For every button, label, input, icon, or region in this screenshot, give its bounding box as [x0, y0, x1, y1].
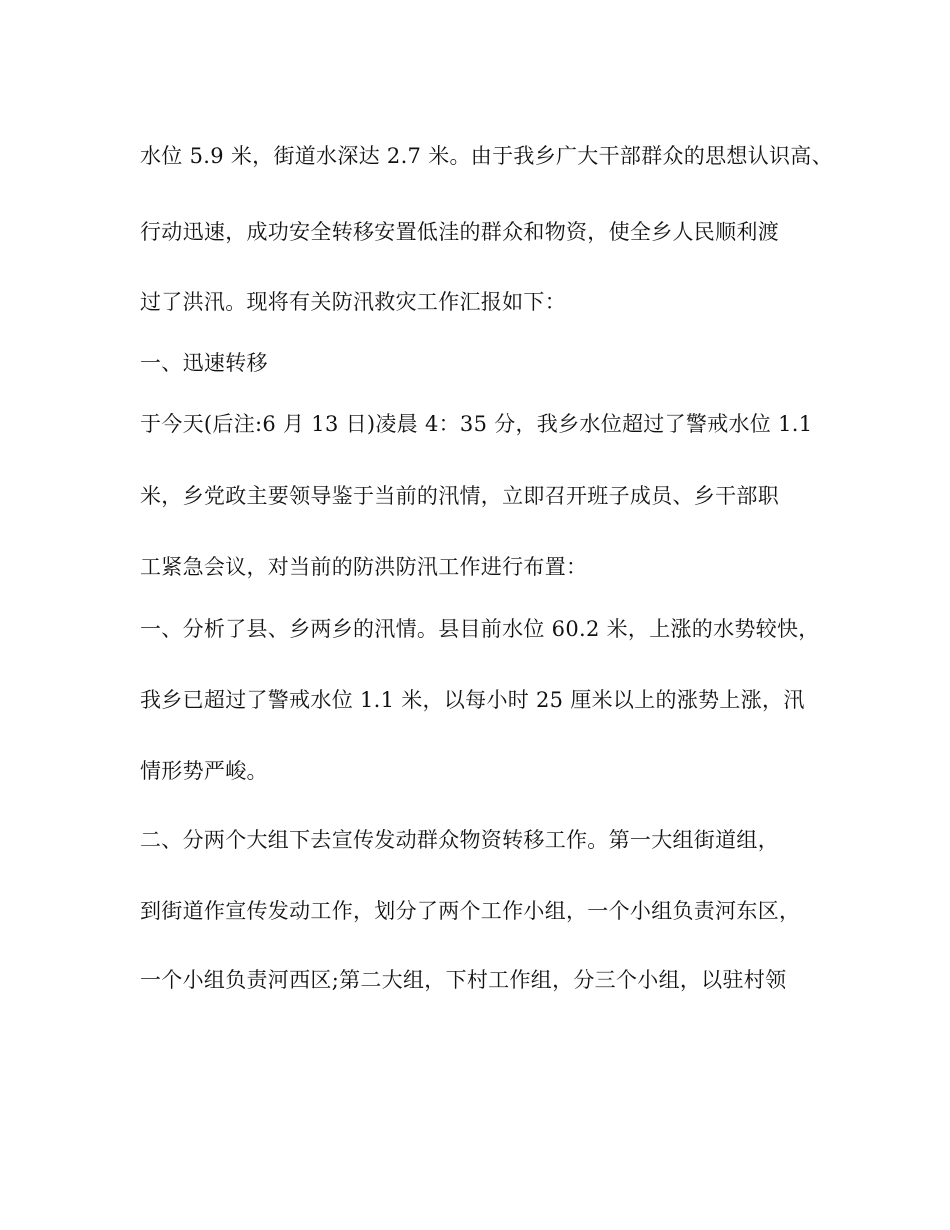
body-text-line: 一个小组负责河西区;第二大组，下村工作组，分三个小组，以驻村领	[140, 968, 787, 992]
body-text-line: 到街道作宣传发动工作，划分了两个工作小组，一个小组负责河东区，	[140, 899, 801, 923]
body-text-line: 一、分析了县、乡两乡的汛情。县目前水位 60.2 米，上涨的水势较快，	[140, 617, 820, 641]
body-text-line: 工紧急会议，对当前的防洪防汛工作进行布置：	[140, 555, 588, 579]
body-text-line: 米，乡党政主要领导鉴于当前的汛情，立即召开班子成员、乡干部职	[140, 484, 779, 508]
body-text-line: 我乡已超过了警戒水位 1.1 米，以每小时 25 厘米以上的涨势上涨，汛	[140, 688, 805, 712]
body-text-line: 二、分两个大组下去宣传发动群众物资转移工作。第一大组街道组，	[140, 828, 779, 852]
body-text-line: 水位 5.9 米，街道水深达 2.7 米。由于我乡广大干部群众的思想认识高、	[140, 144, 833, 168]
body-text-line: 于今天(后注:6 月 13 日)凌晨 4：35 分，我乡水位超过了警戒水位 1.1	[140, 412, 813, 436]
body-text-line: 过了洪汛。现将有关防汛救灾工作汇报如下：	[140, 290, 566, 314]
body-text-line: 行动迅速，成功安全转移安置低洼的群众和物资，使全乡人民顺利渡	[140, 220, 779, 244]
body-text-line: 情形势严峻。	[140, 759, 268, 783]
section-heading: 一、迅速转移	[140, 351, 268, 375]
